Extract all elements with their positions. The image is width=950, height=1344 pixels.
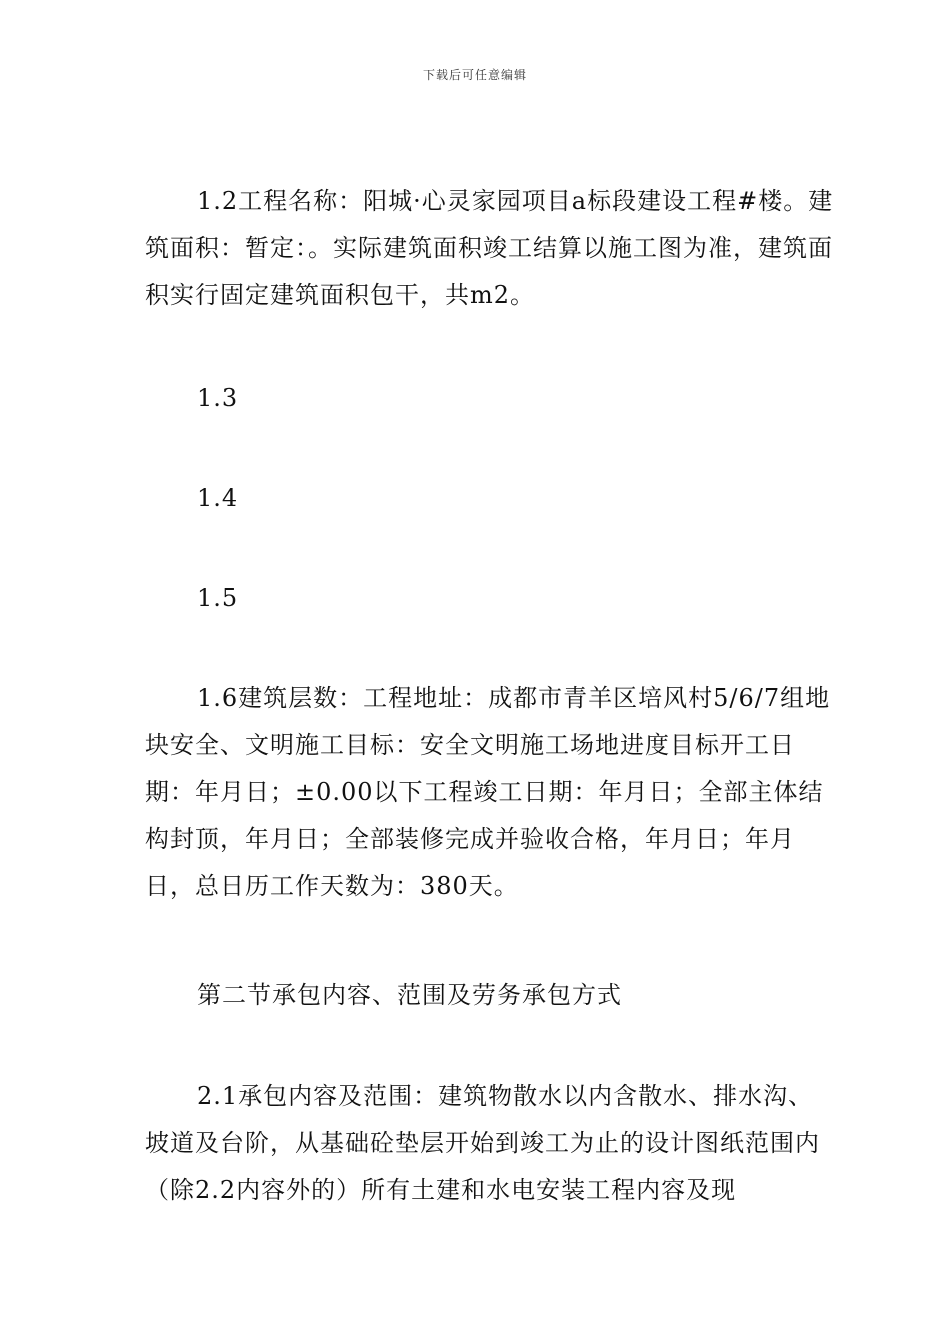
page-header-note: 下载后可任意编辑 xyxy=(422,68,527,82)
paragraph-1-2: 1.2工程名称：阳城·心灵家园项目a标段建设工程#楼。建筑面积：暂定：。实际建筑面积竣工结算以施工图为准，建筑面积实行固定建筑面积包干，共m2。 xyxy=(145,187,834,309)
paragraph-1-4: 1.4 xyxy=(197,484,239,512)
section-heading: 第二节承包内容、范围及劳务承包方式 xyxy=(197,981,622,1009)
paragraph-1-6: 1.6建筑层数：工程地址：成都市青羊区培风村5/6/7组地块安全、文明施工目标：安全文明施工场地进度目标开工日期：年月日；±0.00以下工程竣工日期：年月日；全部主体结构封顶，年月日；全部装修完成并验收合格，年月日；年月日，总日历工作天数为：380天。 xyxy=(145,684,831,900)
paragraph-2-1: 2.1承包内容及范围：建筑物散水以内含散水、排水沟、坡道及台阶，从基础砼垫层开始到竣工为止的设计图纸范围内（除2.2内容外的）所有土建和水电安装工程内容及现 xyxy=(145,1082,820,1204)
paragraph-1-3: 1.3 xyxy=(197,384,239,412)
paragraph-1-5: 1.5 xyxy=(197,584,239,612)
